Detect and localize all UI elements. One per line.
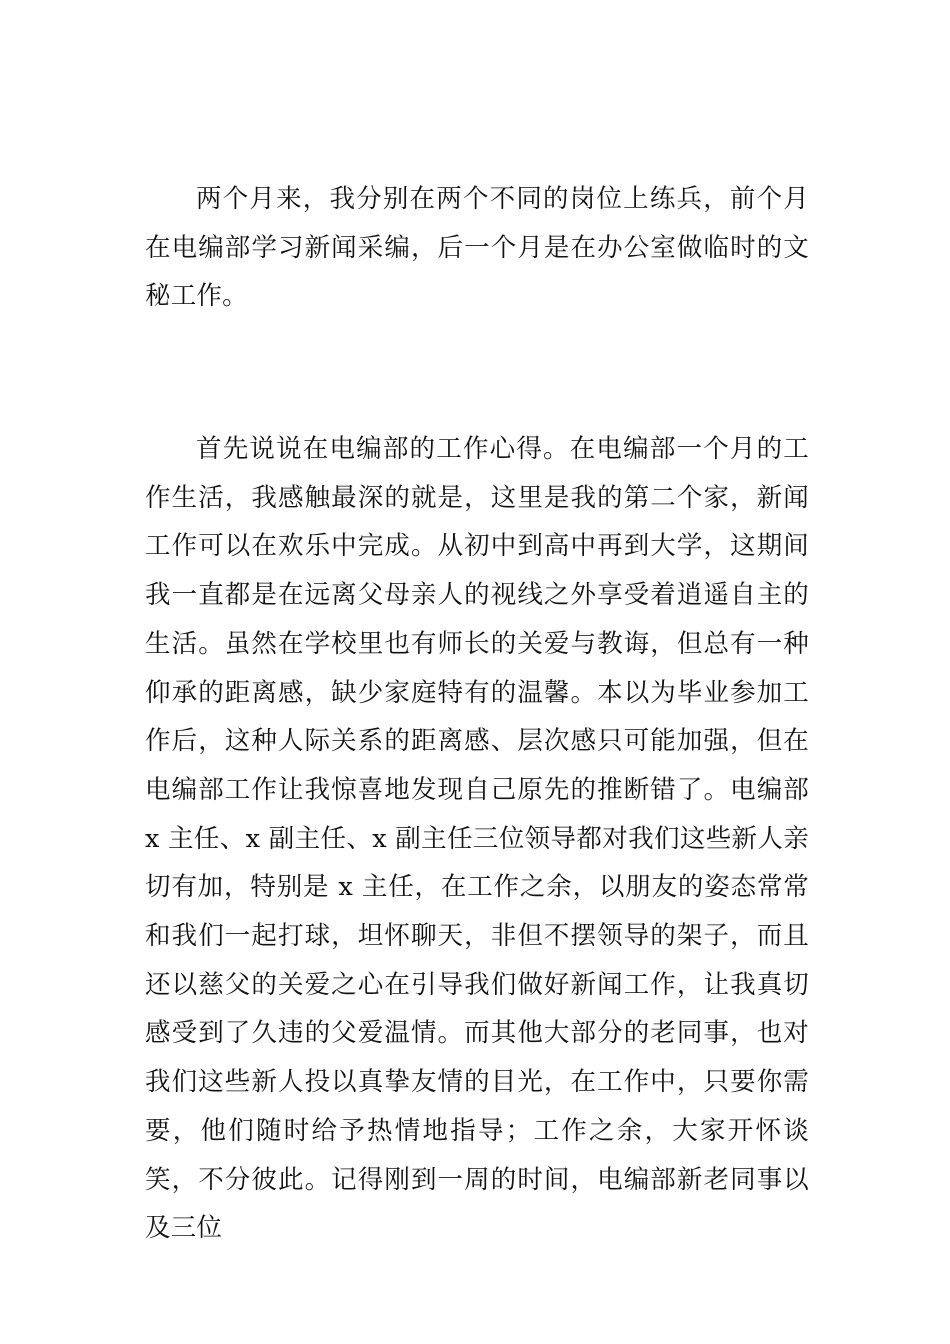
paragraph-editorial-experience: 首先说说在电编部的工作心得。在电编部一个月的工作生活，我感触最深的就是，这里是我的第二个家，新闻工作可以在欢乐中完成。从初中到高中再到大学，这期间我一直都是在远离父母亲人的视线之外享受着逍遥自主的生活。虽然在学校里也有师长的关爱与教诲，但总有一种仰承的距离感，缺少家庭特有的温馨。本以为毕业参加工作后，这种人际关系的距离感、层次感只可能加强，但在电编部工作让我惊喜地发现自己原先的推断错了。电编部 x 主任、x 副主任、x 副主任三位领导都对我们这些新人亲切有加，特别是 x 主任，在工作之余，以朋友的姿态常常和我们一起打球，坦怀聊天，非但不摆领导的架子，而且还以慈父的关爱之心在引导我们做好新闻工作，让我真切感受到了久违的父爱温情。而其他大部分的老同事，也对我们这些新人投以真挚友情的目光，在工作中，只要你需要，他们随时给予热情地指导；工作之余，大家开怀谈笑，不分彼此。记得刚到一周的时间，电编部新老同事以及三位	[145, 434, 809, 1244]
paragraph-intro: 两个月来，我分别在两个不同的岗位上练兵，前个月在电编部学习新闻采编，后一个月是在办公室做临时的文秘工作。	[145, 184, 809, 312]
